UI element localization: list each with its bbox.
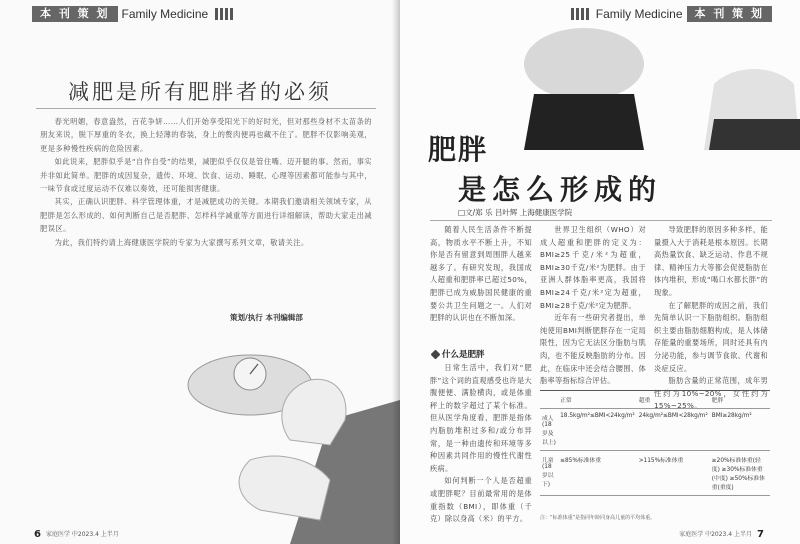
body-paragraph: 导致肥胖的原因多种多样，能量摄入大于消耗是根本原因。长期高热量饮食、缺乏运动、作息不规律、精神压力大等都会促使脂肪在体内堆积，形成“喝口水都长胖”的现象。 (654, 225, 768, 297)
footer-text: 家庭医学 中2023.4 上半月 (679, 531, 752, 538)
intro-paragraph: 为此，我们特约请上海健康医学院的专家为大家撰写系列文章，敬请关注。 (54, 237, 309, 247)
divider (430, 220, 772, 221)
body-paragraph: 世界卫生组织（WHO）对成人超重和肥胖的定义为：BMI≥25千克/米²为超重，BMI≥30千克/米²为肥胖。由于亚洲人群体脂率更高，我国将BMI≥24千克/米²定为超重，BMI≥28千克/米²定为肥胖。 (540, 225, 646, 310)
header-bars-icon (571, 8, 589, 20)
left-article-title: 减肥是所有肥胖者的必须 (68, 80, 332, 104)
diamond-bullet-icon (431, 349, 441, 359)
right-header (568, 6, 772, 22)
table-row (540, 451, 770, 496)
footer-text: 家庭医学 中2023.4 上半月 (46, 531, 119, 538)
right-page (400, 0, 800, 544)
section-heading (432, 348, 485, 360)
table-header-cell: 超重 (637, 391, 710, 409)
header-tag: 本 刊 策 划 (687, 6, 773, 22)
right-article-title-line2: 是怎么形成的 (458, 173, 663, 206)
divider (36, 108, 376, 109)
table-note: 注：“标准体重”是指同年龄同身高儿童的平均体重。 (540, 515, 656, 521)
page-number: 6 (34, 529, 41, 540)
table-header-cell: 肥胖 (710, 391, 770, 409)
section-heading-text: 什么是肥胖 (442, 350, 485, 360)
body-paragraph: 在了解肥胖的成因之前，我们先简单认识一下脂肪组织。脂肪组织主要由脂肪细胞构成，是人体储存能量的重要场所，同时还具有内分泌功能，参与调节食欲、代谢和炎症反应。 (654, 300, 768, 373)
overweight-people-photo (504, 24, 800, 150)
header-bars-icon (215, 8, 233, 20)
author-credit: □文/郑 乐 吕叶辉 上海健康医学院 (458, 208, 573, 217)
table-header-row (540, 391, 770, 409)
intro-paragraph: 春光明媚，春意盎然，百花争妍……人们开始享受阳光下的好时光，但对那些身材不太苗条的朋友来说，脱下厚重的冬衣，换上轻薄的春装，身上的赘肉便再也藏不住了。肥胖不仅影响美观，更是多种慢性疾病的危险因素。 (40, 117, 372, 153)
left-header (32, 6, 236, 22)
legs-shoes-illustration (220, 360, 400, 544)
column-1 (430, 224, 532, 325)
table-cell: BMI≥28kg/m² (710, 409, 770, 451)
page-number: 7 (757, 529, 764, 540)
right-article-title-line1: 肥胖 (428, 133, 489, 166)
table-cell: 24kg/m²≤BMI<28kg/m² (637, 409, 710, 451)
body-paragraph: 近年有一些研究者提出，单纯使用BMI判断肥胖存在一定局限性，因为它无法区分脂肪与肌肉，也不能反映脂肪的分布。因此，在临床中还会结合腰围、体脂率等指标综合评估。 (540, 313, 646, 386)
intro-text (40, 115, 372, 249)
intro-paragraph: 其实，正确认识肥胖、科学管理体重，才是减肥成功的关键。本期我们邀请相关领域专家，从肥胖是怎么形成的、如何判断自己是否肥胖、怎样科学减重等方面进行详细解读，帮助大家走出减肥误区。 (40, 197, 372, 234)
table-cell: >115%标准体重 (637, 451, 710, 496)
table-header-cell (540, 391, 558, 409)
table-cell: ≤85%标准体重 (558, 451, 637, 496)
body-paragraph: 如何判断一个人是否超重或肥胖呢？目前最常用的是体重指数（BMI），即体重（千克）除以身高（米）的平方。 (430, 476, 532, 524)
body-paragraph: 日常生活中，我们对“肥胖”这个词的直观感受也许是大腹便便、满脸横肉，或是体重秤上的数字超过了某个标准。但从医学角度看，肥胖是指体内脂肪堆积过多和/或分布异常，是一种由遗传和环境等多种因素共同作用的慢性代谢性疾病。 (430, 363, 532, 473)
column-1-section (430, 362, 532, 526)
table-cell: 18.5kg/m²≤BMI<24kg/m² (558, 409, 637, 451)
body-paragraph: 随着人民生活条件不断提高，物质水平不断上升，不知你是否有留意到周围胖人越来越多了。有研究发现，我国成人超重和肥胖率已超过50%，肥胖已成为威胁国民健康的重要公共卫生问题之一。人们对肥胖的认识也在不断加深。 (430, 225, 532, 323)
column-2 (540, 224, 646, 388)
body-paragraph: 脂肪含量的正常范围，成年男性约为10%~20%，女性约为15%~25%。 (654, 376, 768, 411)
bmi-table (540, 390, 770, 496)
column-3 (654, 224, 768, 413)
table-header-cell: 正常 (558, 391, 637, 409)
editor-credit: 策划/执行 本刊编辑部 (230, 313, 303, 322)
header-en-title: Family Medicine (595, 7, 683, 21)
intro-paragraph: 如此说来，肥胖似乎是“自作自受”的结果，减肥似乎仅仅是管住嘴、迈开腿的事。然而，事实并非如此简单。肥胖的成因复杂，遗传、环境、饮食、运动、睡眠、心理等因素都可能参与其中，一味节食或过度运动不仅难以奏效，还可能损害健康。 (40, 157, 372, 194)
table-cell: 成人(18岁及以上) (540, 409, 558, 451)
header-en-title: Family Medicine (121, 7, 209, 21)
header-tag: 本 刊 策 划 (32, 6, 118, 22)
table-cell: 儿童(18岁以下) (540, 451, 558, 496)
table-cell: ≥20%标准体重(轻度) ≥30%标准体重(中度) ≥50%标准体重(重度) (710, 451, 770, 496)
table-row (540, 409, 770, 451)
